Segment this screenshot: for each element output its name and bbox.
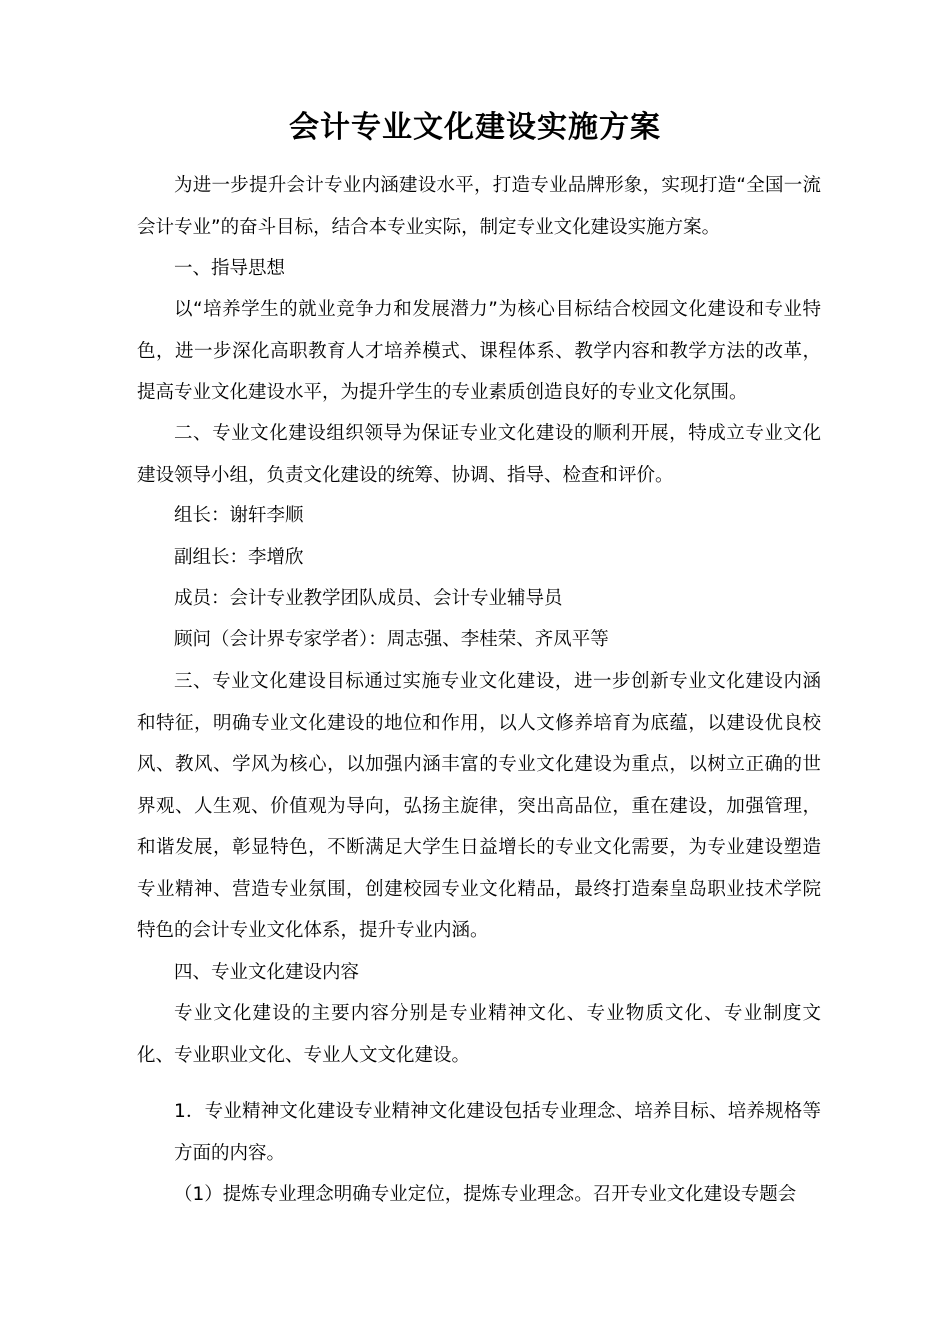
heading-guiding-ideology: 一、指导思想 xyxy=(174,258,286,279)
paragraph-intro: 为进一步提升会计专业内涵建设水平，打造专业品牌形象，实现打造“全国一流会计专业”的奋斗目标，结合本专业实际，制定专业文化建设实施方案。 xyxy=(137,175,821,238)
line-advisors: 顾问（会计界专家学者）：周志强、李桂荣、齐凤平等 xyxy=(174,629,609,650)
paragraph-spiritual-culture: 1．专业精神文化建设专业精神文化建设包括专业理念、培养目标、培养规格等方面的内容。 xyxy=(174,1101,821,1164)
paragraph-organization: 二、专业文化建设组织领导为保证专业文化建设的顺利开展，特成立专业文化建设领导小组，负责文化建设的统筹、协调、指导、检查和评价。 xyxy=(137,423,821,486)
document-title: 会计专业文化建设实施方案 xyxy=(289,110,661,145)
paragraph-guiding-ideology: 以“培养学生的就业竞争力和发展潜力”为核心目标结合校园文化建设和专业特色，进一步深化高职教育人才培养模式、课程体系、教学内容和教学方法的改革，提高专业文化建设水平，为提升学生的专业素质创造良好的专业文化氛围。 xyxy=(137,299,821,403)
paragraph-goals: 三、专业文化建设目标通过实施专业文化建设，进一步创新专业文化建设内涵和特征，明确专业文化建设的地位和作用，以人文修养培育为底蕴，以建设优良校风、教风、学风为核心，以加强内涵丰富的专业文化建设为重点，以树立正确的世界观、人生观、价值观为导向，弘扬主旋律，突出高品位，重在建设，加强管理，和谐发展，彰显特色，不断满足大学生日益增长的专业文化需要，为专业建设塑造专业精神、营造专业氛围，创建校园专业文化精品，最终打造秦皇岛职业技术学院特色的会计专业文化体系，提升专业内涵。 xyxy=(137,671,821,941)
line-members: 成员：会计专业教学团队成员、会计专业辅导员 xyxy=(174,588,563,609)
line-deputy-leader: 副组长：李增欣 xyxy=(174,547,304,568)
paragraph-refine-concept: （1）提炼专业理念明确专业定位，提炼专业理念。召开专业文化建设专题会 xyxy=(174,1184,797,1205)
paragraph-content: 专业文化建设的主要内容分别是专业精神文化、专业物质文化、专业制度文化、专业职业文化、专业人文文化建设。 xyxy=(137,1003,821,1066)
heading-content: 四、专业文化建设内容 xyxy=(174,962,360,983)
line-team-leader: 组长：谢轩李顺 xyxy=(174,505,304,526)
